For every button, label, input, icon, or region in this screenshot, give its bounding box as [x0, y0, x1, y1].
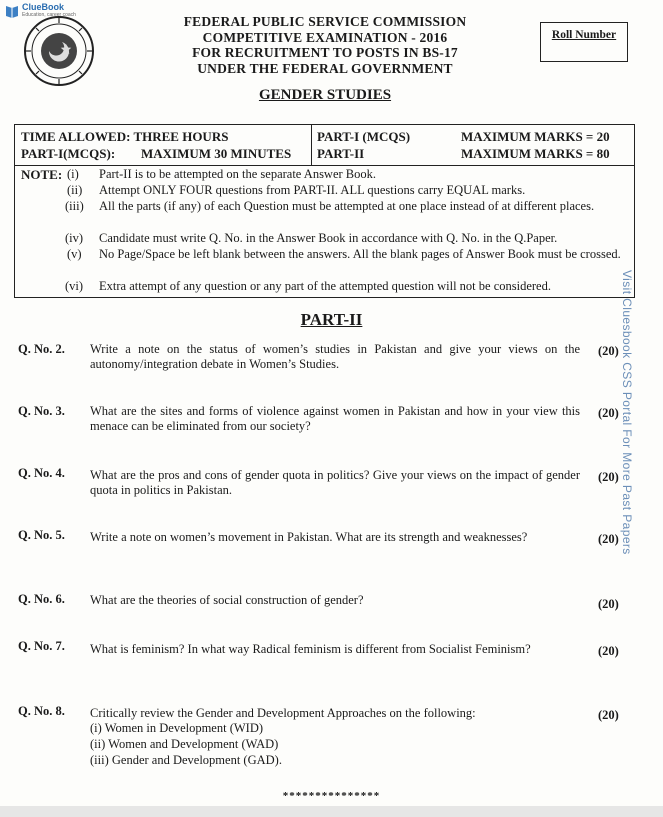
question-text: What are the theories of social construction of gender?	[90, 593, 364, 607]
note-text: Extra attempt of any question or any part of the attempted question will not be considered.	[99, 279, 551, 293]
question-text: What are the sites and forms of violence against women in Pakistan and how in your view this menace can be eliminated from our society?	[90, 404, 580, 433]
max-marks-part1: MAXIMUM MARKS = 20	[461, 129, 610, 144]
question-text: Write a note on women’s movement in Pakistan. What are its strength and weaknesses?	[90, 530, 528, 544]
question-marks: (20)	[598, 470, 619, 484]
header-line-2: COMPETITIVE EXAMINATION - 2016	[202, 29, 448, 45]
note-text: No Page/Space be left blank between the answers. All the blank pages of Answer Book must be crossed.	[99, 247, 621, 261]
bottom-scroll-strip	[0, 806, 663, 817]
roll-number-box	[540, 22, 628, 62]
brand-name: ClueBook	[22, 2, 65, 12]
question-number: Q. No. 7.	[18, 639, 65, 653]
part1-label: PART-I (MCQS)	[317, 129, 411, 144]
note-text: Candidate must write Q. No. in the Answer Book in accordance with Q. No. in the Q.Paper.	[99, 231, 558, 245]
side-watermark: Visit Cluesbook CSS Portal For More Past Papers	[620, 270, 634, 555]
question-marks: (20)	[598, 597, 619, 611]
note-text: All the parts (if any) of each Question must be attempted at one place instead of at different places.	[99, 199, 595, 213]
question-number: Q. No. 4.	[18, 466, 65, 480]
question-text: Write a note on the status of women’s studies in Pakistan and give your views on the autonomy/integration debate in Women’s Studies.	[90, 342, 580, 371]
time-allowed: TIME ALLOWED: THREE HOURS	[21, 129, 229, 144]
part2-label: PART-II	[317, 146, 365, 161]
question-number: Q. No. 3.	[18, 404, 65, 418]
question-subitem: (iii) Gender and Development (GAD).	[90, 753, 282, 767]
question-number: Q. No. 5.	[18, 528, 65, 542]
question-marks: (20)	[598, 532, 619, 546]
note-num: (ii)	[67, 183, 83, 197]
note-num: (iv)	[65, 231, 84, 245]
question-marks: (20)	[598, 406, 619, 420]
time-marks-row	[15, 125, 634, 166]
note-label: NOTE:	[21, 167, 63, 182]
question-marks: (20)	[598, 344, 619, 358]
note-num: (v)	[67, 247, 82, 261]
brand-tagline: Education, career coach	[22, 12, 76, 18]
question-text: What is feminism? In what way Radical feminism is different from Socialist Feminism?	[90, 642, 531, 656]
question-subitem: (ii) Women and Development (WAD)	[90, 737, 279, 751]
header-line-1: FEDERAL PUBLIC SERVICE COMMISSION	[183, 14, 467, 29]
question-number: Q. No. 2.	[18, 342, 65, 356]
exam-header	[130, 14, 520, 76]
end-marker: ***************	[282, 790, 381, 802]
question-number: Q. No. 6.	[18, 592, 65, 606]
header-line-4: UNDER THE FEDERAL GOVERNMENT	[197, 60, 453, 76]
question-marks: (20)	[598, 708, 619, 722]
book-icon	[4, 3, 20, 19]
part1-time-label: PART-I(MCQS):	[21, 146, 116, 161]
note-text: Part-II is to be attempted on the separate Answer Book.	[99, 167, 377, 181]
question-marks: (20)	[598, 644, 619, 658]
question-subitem: (i) Women in Development (WID)	[90, 721, 264, 735]
subject-title: GENDER STUDIES	[258, 87, 392, 103]
max-marks-part2: MAXIMUM MARKS = 80	[461, 146, 610, 161]
fpsc-seal-icon	[22, 14, 96, 88]
header-line-3: FOR RECRUITMENT TO POSTS IN BS-17	[192, 45, 458, 60]
question-number: Q. No. 8.	[18, 704, 65, 718]
question-text: Critically review the Gender and Development Approaches on the following:	[90, 706, 476, 720]
part1-time-value: MAXIMUM 30 MINUTES	[141, 146, 292, 161]
instructions-box	[14, 124, 635, 298]
note-num: (iii)	[65, 199, 84, 213]
note-num: (i)	[67, 167, 79, 181]
question-text: What are the pros and cons of gender quota in politics? Give your views on the impact of gender quota in politics in Pakistan.	[90, 468, 580, 497]
roll-number-label: Roll Number	[551, 29, 617, 41]
note-num: (vi)	[65, 279, 84, 293]
part-title: PART-II	[300, 310, 363, 329]
note-text: Attempt ONLY FOUR questions from PART-II. ALL questions carry EQUAL marks.	[99, 183, 526, 197]
